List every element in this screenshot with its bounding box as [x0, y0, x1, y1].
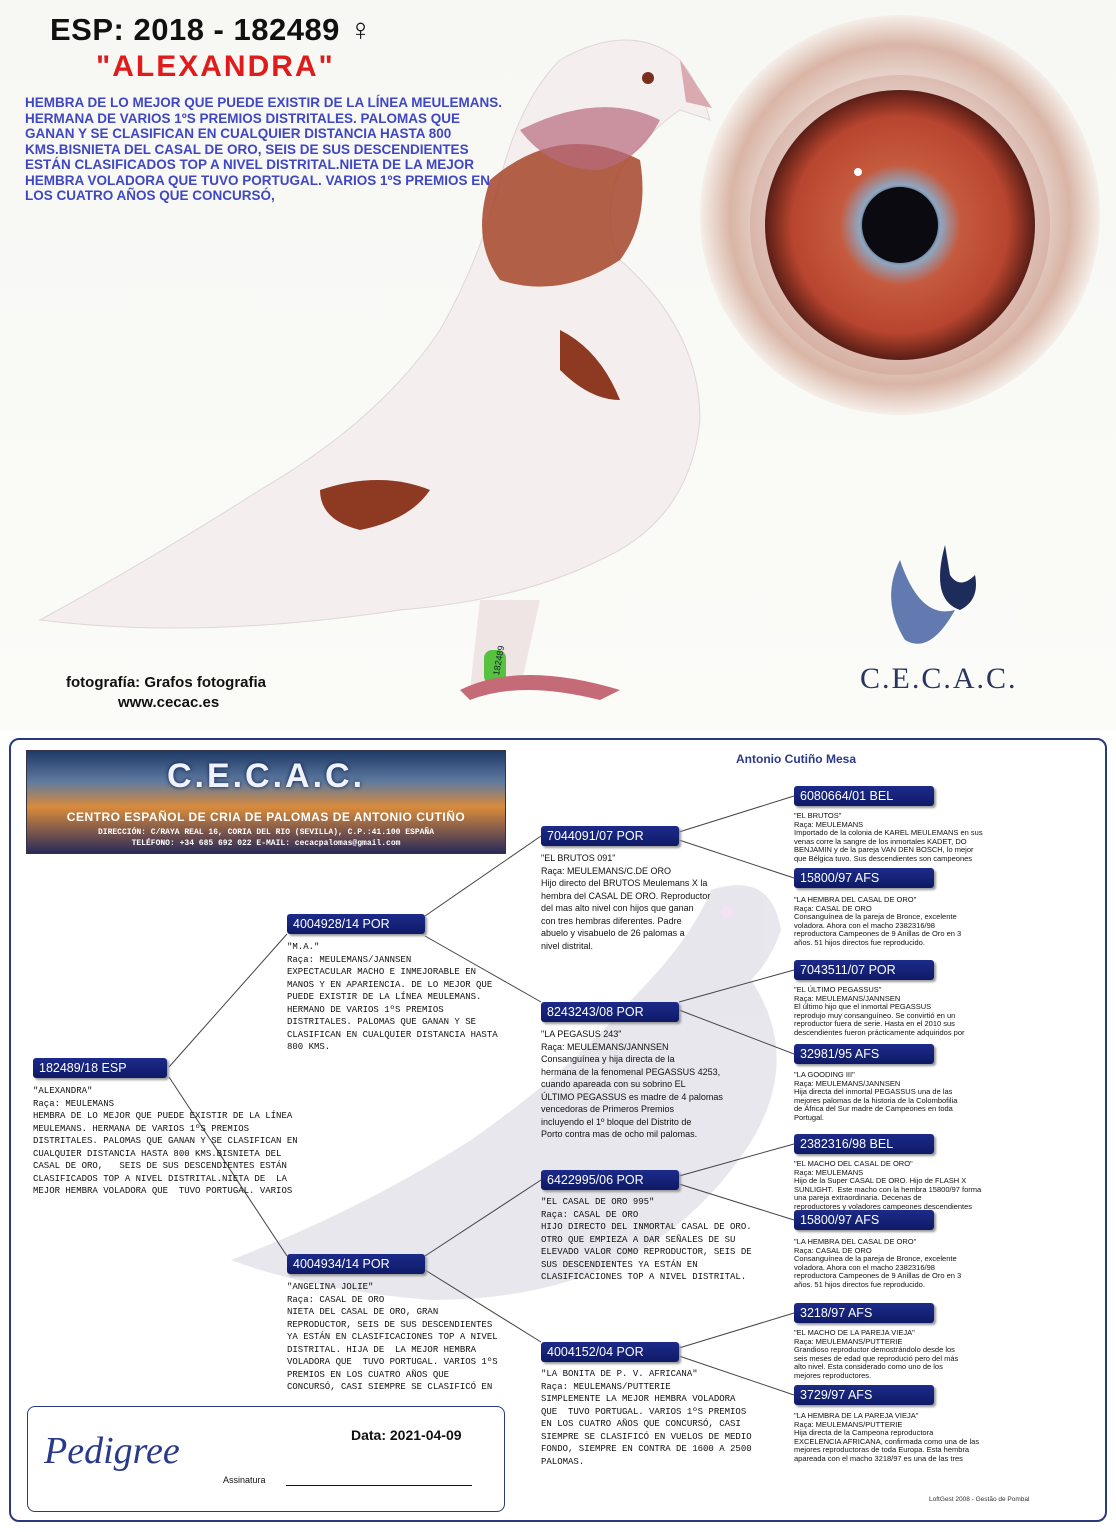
- cecac-banner: [26, 750, 506, 854]
- granddam-paternal-ring: 8243243/08 POR: [541, 1002, 679, 1022]
- granddam-maternal-info: "LA BONITA DE P. V. AFRICANA" Raça: MEULEMANS/PUTTERIE SIMPLEMENTE LA MEJOR HEMBRA VOLADORA QUE TUVO PORTUGAL. VARIOS 1ºS PREMIOS EN LOS CUATRO AÑOS QUE CONCURSÓ, CASI SIEMPRE SE CLASIFICÓ EN VUELOS DE MEDIO FONDO, SIEMPRE EN CONTRA DE 1600 A 2500 PALOMAS.: [541, 1369, 752, 1467]
- grandsire-maternal-info: "EL CASAL DE ORO 995" Raça: CASAL DE ORO HIJO DIRECTO DEL INMORTAL CASAL DE ORO. OTRO QUE EMPIEZA A DAR SEÑALES DE SU ELEVADO VALOR COMO REPRODUCTOR, SEIS DE SUS DESCENDIENTES YA ESTÁN EN CLASIFICACIONES TOP A NIVEL DISTRITAL.: [541, 1197, 752, 1282]
- granddam-maternal-ring: 4004152/04 POR: [541, 1342, 679, 1362]
- subject-info: "ALEXANDRA" Raça: MEULEMANS HEMBRA DE LO MEJOR QUE PUEDE EXISTIR DE LA LÍNEA MEULEMANS. HERMANA DE VARIOS 1ºS PREMIOS DISTRITALES. PALOMAS QUE GANAN Y SE CLASIFICAN EN CUALQUIER DISTANCIA HASTA 800 KMS.BISNIETA DEL CASAL DE ORO, SEIS DE SUS DESCENDIENTES ESTÁN CLASIFICADOS TOP A NIVEL DISTRITAL.NIETA DE LA MEJOR HEMBRA VOLADORA QUE TUVO PORTUGAL. VARIOS: [33, 1086, 298, 1196]
- ggp2-info: "LA HEMBRA DEL CASAL DE ORO" Raça: CASAL DE ORO Consanguínea de la pareja de Bronce, excelente voladora. Ahora con el macho 2382316/98 reproductora Campeones de 9 Anillas de Oro en 3 años. 51 hijos directos fue reproducido.: [794, 895, 962, 947]
- svg-text:182489: 182489: [491, 644, 507, 677]
- ggp3-info: "EL ÚLTIMO PEGASSUS" Raça: MEULEMANS/JANNSEN El último hijo que el inmortal PEGASSUS reprodujo muy consanguíneo. Se convirtió en un reproductor fuera de serie. Hasta en el 2010 sus descendientes fueron prácticamente adquiridos por: [794, 985, 965, 1037]
- granddam-paternal-info: "LA PEGASUS 243" Raça: MEULEMANS/JANNSEN Consanguínea y hija directa de la hermana de la fenomenal PEGASSUS 4253, cuando apareada con su sobrino EL ÚLTIMO PEGASSUS es madre de 4 palomas vencedoras de Primeros Premios incluyendo el 1º bloque del Distrito de Porto contra mas de ocho mil palomas.: [541, 1029, 723, 1139]
- ggp7-ring: 3218/97 AFS: [794, 1303, 934, 1323]
- subject-ring: 182489/18 ESP: [33, 1058, 167, 1078]
- signature-line: [286, 1485, 472, 1486]
- ggp6-ring: 15800/97 AFS: [794, 1210, 934, 1230]
- ggp8-ring: 3729/97 AFS: [794, 1385, 934, 1405]
- ggp5-ring: 2382316/98 BEL: [794, 1134, 934, 1154]
- software-footer: LoftGest 2008 - Gestão de Pombal: [929, 1496, 1030, 1503]
- banner-subtitle: CENTRO ESPAÑOL DE CRIA DE PALOMAS DE ANTONIO CUTIÑO: [66, 810, 466, 824]
- grandsire-paternal-info: "EL BRUTOS 091" Raça: MEULEMANS/C.DE ORO Hijo directo del BRUTOS Meulemans X la hembra del CASAL DE ORO. Reproductor del mas alto nivel con hijos que ganan con tres hembras diferentes. Padre abuelo y visabuelo de 26 palomas a nivel distrital.: [541, 853, 711, 951]
- pedigree-title: Pedigree: [44, 1430, 180, 1472]
- pigeon-name: "ALEXANDRA": [96, 50, 335, 83]
- ggp1-ring: 6080664/01 BEL: [794, 786, 934, 806]
- ggp7-info: "EL MACHO DE LA PAREJA VIEJA" Raça: MEULEMANS/PUTTERIE Grandioso reproductor demostrándolo desde los seis meses de edad que reprodució pero del más alto nivel. Esta considerado como uno de los mejores reproductores.: [794, 1328, 959, 1380]
- ggp5-info: "EL MACHO DEL CASAL DE ORO" Raça: MEULEMANS Hijo de la Super CASAL DE ORO. Hijo de FLASH X SUNLIGHT. Este macho con la hembra 15800/97 forma una pareja extraordinaria. Decenas de reproductores y voladores campeones descendientes: [794, 1159, 982, 1211]
- signature-box: [27, 1406, 505, 1512]
- signature-label: Assinatura: [223, 1475, 266, 1485]
- ring-title: ESP: 2018 - 182489 ♀: [50, 12, 373, 47]
- dove-logo-icon: [891, 545, 976, 644]
- dam-info: "ANGELINA JOLIE" Raça: CASAL DE ORO NIETA DEL CASAL DE ORO, GRAN REPRODUCTOR, SEIS DE SUS DESCENDIENTES YA ESTÁN EN CLASIFICACIONES TOP A NIVEL DISTRITAL. HIJA DE LA MEJOR HEMBRA VOLADORA QUE TUVO PORTUGAL. VARIOS 1ºS PREMIOS EN LOS CUATRO AÑOS QUE CONCURSÓ, CASI SIEMPRE SE CLASIFICÓ EN: [287, 1282, 498, 1392]
- pedigree-date: Data: 2021-04-09: [351, 1427, 462, 1443]
- ggp8-info: "LA HEMBRA DE LA PAREJA VIEJA" Raça: MEULEMANS/PUTTERIE Hija directa de la Campeona reproductora EXCELENCIA AFRICANA, confirmada como una de las mejores reproductoras de toda Europa. Esta hembra apareada con el macho 3218/97 es una de las tres: [794, 1411, 980, 1463]
- ggp4-info: "LA GOODING III" Raça: MEULEMANS/JANNSEN Hija directa del inmortal PEGASSUS una de las mejores palomas de la historia de la Colombofilia de África del Sur madre de Campeones en toda Portugal.: [794, 1070, 958, 1122]
- sire-info: "M.A." Raça: MEULEMANS/JANNSEN EXPECTACULAR MACHO E INMEJORABLE EN MANOS Y EN APARIENCIA. DE LO MEJOR QUE PUEDE EXISTIR DE LA LÍNEA MEULEMANS. HERMANO DE VARIOS 1ºS PREMIOS DISTRITALES. PALOMAS QUE GANAN Y SE CLASIFICAN EN CUALQUIER DISTANCIA HASTA 800 KMS.: [287, 942, 498, 1052]
- photo-credit: fotografía: Grafos fotografia: [66, 674, 267, 691]
- grandsire-paternal-ring: 7044091/07 POR: [541, 826, 679, 846]
- banner-address: DIRECCIÓN: C/RAYA REAL 16, CORIA DEL RIO (SEVILLA), C.P.:41.100 ESPAÑA: [97, 828, 435, 837]
- grandsire-maternal-ring: 6422995/06 POR: [541, 1170, 679, 1190]
- sire-ring: 4004928/14 POR: [287, 914, 425, 934]
- ggp2-ring: 15800/97 AFS: [794, 868, 934, 888]
- ggp3-ring: 7043511/07 POR: [794, 960, 934, 980]
- ggp4-ring: 32981/95 AFS: [794, 1044, 934, 1064]
- banner-contact: TELÉFONO: +34 685 692 022 E-MAIL: cecacpalomas@gmail.com: [131, 839, 401, 848]
- eye-closeup: [700, 15, 1100, 415]
- pedigree-sheet: [9, 738, 1107, 1522]
- cecac-logo-text: C.E.C.A.C.: [860, 662, 1018, 695]
- dam-ring: 4004934/14 POR: [287, 1254, 425, 1274]
- website-link[interactable]: www.cecac.es: [118, 694, 220, 711]
- owner-name: Antonio Cutiño Mesa: [736, 752, 856, 766]
- ggp6-info: "LA HEMBRA DEL CASAL DE ORO" Raça: CASAL DE ORO Consanguínea de la pareja de Bronce, excelente voladora. Ahora con el macho 2382316/98 reproductora Campeones de 9 Anillas de Oro en 3 años. 51 hijos directos fue reproducido.: [794, 1237, 962, 1289]
- ggp1-info: "EL BRUTOS" Raça: MEULEMANS Importado de la colonia de KAREL MEULEMANS en sus venas corre la sangre de los inmortales KADET, DO BENJAMIN y de la pareja VAN DEN BOSCH, lo mejor que Bélgica tuvo. Sus descendientes son campeones: [794, 811, 983, 863]
- pigeon-description: HEMBRA DE LO MEJOR QUE PUEDE EXISTIR DE LA LÍNEA MEULEMANS. HERMANA DE VARIOS 1ºS PREMIOS DISTRITALES. PALOMAS QUE GANAN Y SE CLASIFICAN EN CUALQUIER DISTANCIA HASTA 800 KMS.BISNIETA DEL CASAL DE ORO, SEIS DE SUS DESCENDIENTES ESTÁN CLASIFICADOS TOP A NIVEL DISTRITAL.NIETA DE LA MEJOR HEMBRA VOLADORA QUE TUVO PORTUGAL. VARIOS 1ºS PREMIOS EN LOS CUATRO AÑOS QUE CONCURSÓ,: [25, 95, 503, 203]
- photo-section: [0, 0, 1116, 730]
- banner-title: C.E.C.A.C.: [166, 757, 366, 795]
